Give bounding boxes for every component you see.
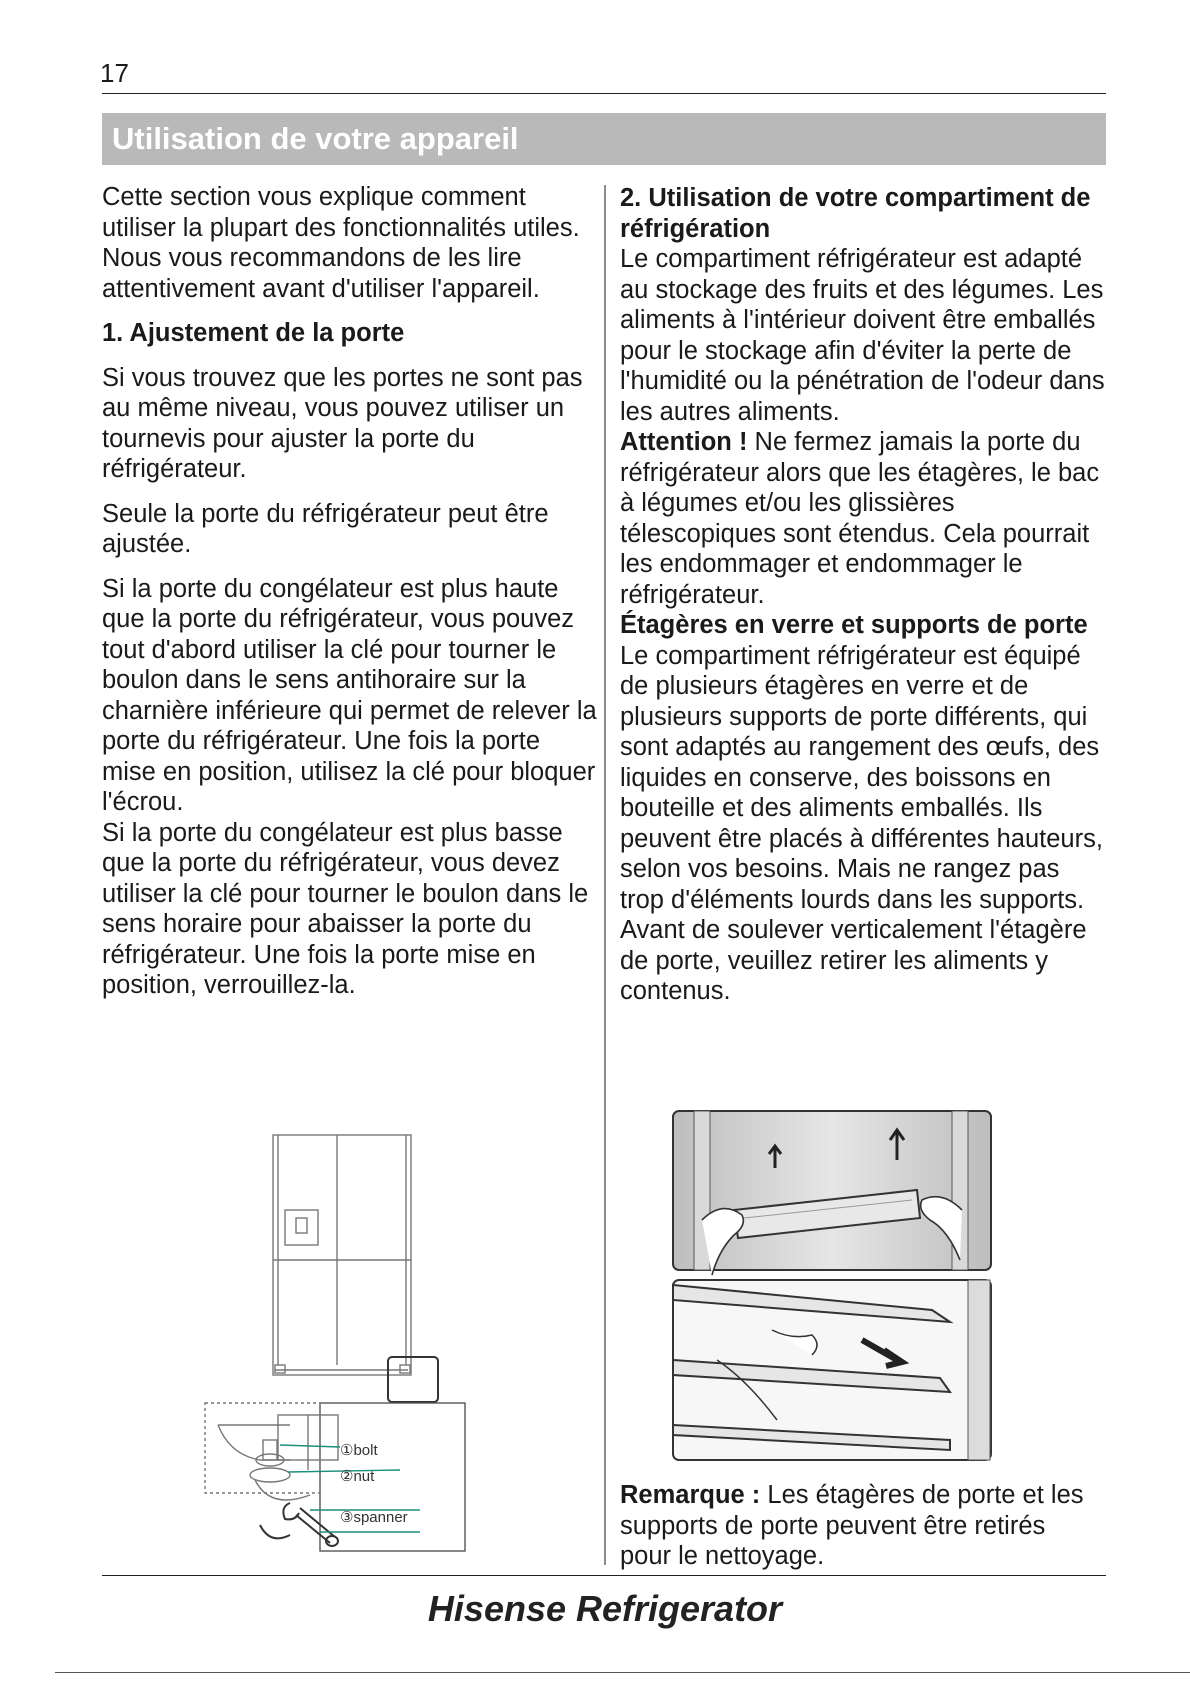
door-adjustment-paragraph-2: Seule la porte du réfrigérateur peut être ajustée. [102, 499, 549, 558]
label-bolt: ①bolt [340, 1442, 378, 1459]
fridge-compartment-heading: 2. Utilisation de votre compartiment de réfrigération [620, 184, 1091, 243]
fridge-compartment-paragraph: Le compartiment réfrigérateur est adapté au stockage des fruits et des légumes. Les aliments à l'intérieur doivent être emballés pour le stockage afin d'éviter la perte de l'humidité ou la pénétration de l'odeur dans les autres aliments. [620, 245, 1105, 426]
page-number: 17 [100, 58, 129, 88]
door-adjustment-paragraph-3: Si la porte du congélateur est plus haute que la porte du réfrigérateur, vous pouvez tout d'abord utiliser la clé pour tourner le boulon dans le sens antihoraire sur la charnière inférieure qui permet de relever la porte du réfrigérateur. Une fois la porte mise en position, utilisez la clé pour bloquer l'écrou. [102, 574, 597, 816]
door-hinge-diagram [200, 1125, 480, 1555]
remark-label: Remarque : [620, 1481, 761, 1509]
shelf-removal-illustration [672, 1110, 994, 1462]
glass-shelf-panel [673, 1280, 991, 1460]
glass-shelves-heading: Étagères en verre et supports de porte [620, 611, 1088, 639]
footer-brand: Hisense Refrigerator [427, 1588, 783, 1629]
attention-paragraph [620, 427, 1110, 610]
left-column [102, 182, 598, 1001]
door-shelf-panel [673, 1111, 991, 1275]
footer-rule [102, 1575, 1106, 1576]
label-nut: ②nut [340, 1468, 375, 1485]
header-rule [102, 93, 1106, 94]
water-dispenser [285, 1210, 318, 1245]
intro-paragraph: Cette section vous explique comment utiliser la plupart des fonctionnalités utiles. Nous vous recommandons de les lire attentivement avant d'utiliser l'appareil. [102, 183, 580, 303]
door-adjustment-paragraph-1: Si vous trouvez que les portes ne sont pas au même niveau, vous pouvez utiliser un tournevis pour ajuster la porte du réfrigérateur. [102, 363, 583, 483]
remark-text: Les étagères de porte et les supports de porte peuvent être retirés pour le nettoyage. [620, 1481, 1084, 1570]
fridge-outline [273, 1135, 411, 1375]
column-divider [604, 185, 606, 1565]
remark-paragraph [620, 1480, 1090, 1572]
section-title: Utilisation de votre appareil [112, 121, 519, 156]
attention-label: Attention ! [620, 428, 748, 456]
page-edge-rule [55, 1672, 1190, 1673]
right-column [620, 183, 1110, 1007]
door-adjustment-paragraph-4: Si la porte du congélateur est plus basse que la porte du réfrigérateur, vous devez utiliser la clé pour tourner le boulon dans le sens horaire pour abaisser la porte du réfrigérateur. Une fois la porte mise en position, verrouillez-la. [102, 818, 589, 999]
label-spanner: ③spanner [340, 1509, 408, 1526]
door-adjustment-heading: 1. Ajustement de la porte [102, 319, 405, 347]
attention-text: Ne fermez jamais la porte du réfrigérateur alors que les étagères, le bac à légumes et/ou les glissières télescopiques sont étendus. Cela pourrait les endommager et endommager le réfrigérateur. [620, 428, 1100, 609]
glass-shelves-paragraph: Le compartiment réfrigérateur est équipé de plusieurs étagères en verre et de plusieurs supports de porte différents, qui sont adaptés au rangement des œufs, des liquides en conserve, des boissons en bouteille et des aliments emballés. Ils peuvent être placés à différentes hauteurs, selon vos besoins. Mais ne rangez pas trop d'éléments lourds dans les supports. Avant de soulever verticalement l'étagère de porte, veuillez retirer les aliments y contenus. [620, 641, 1103, 1005]
